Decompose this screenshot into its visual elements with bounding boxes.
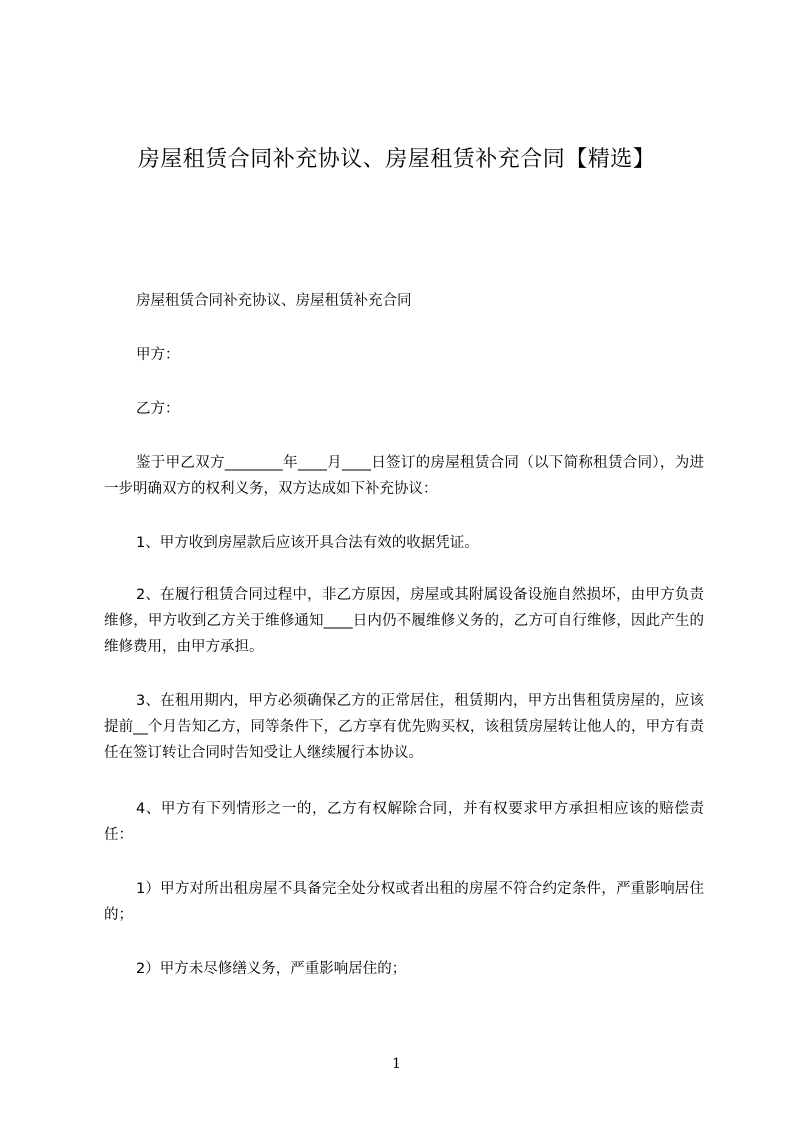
paragraph-clause-2: 2、在履行租赁合同过程中，非乙方原因，房屋或其附属设备设施自然损坏，由甲方负责维修，甲方收到乙方关于维修通知____日内仍不履维修义务的，乙方可自行维修，因此产生的维修费用，由甲方承担。 <box>104 587 704 655</box>
paragraph-clause-4: 4、甲方有下列情形之一的，乙方有权解除合同，并有权要求甲方承担相应该的赔偿责任： <box>104 801 704 843</box>
paragraph-clause-4-item-2: 2）甲方未尽修缮义务，严重影响居住的； <box>136 961 407 977</box>
paragraph-subtitle: 房屋租赁合同补充协议、房屋租赁补充合同 <box>136 293 412 309</box>
page-number: 1 <box>392 1056 401 1072</box>
paragraph-clause-4-item-1: 1）甲方对所出租房屋不具备完全处分权或者出租的房屋不符合约定条件，严重影响居住的； <box>104 881 704 923</box>
paragraph-party-a: 甲方： <box>136 347 180 363</box>
paragraph-clause-1: 1、甲方收到房屋款后应该开具合法有效的收据凭证。 <box>136 535 479 551</box>
paragraph-preamble: 鉴于甲乙双方________年____月____日签订的房屋租赁合同（以下简称租赁合同），为进一步明确双方的权利义务，双方达成如下补充协议： <box>104 455 704 497</box>
document-title: 房屋租赁合同补充协议、房屋租赁补充合同【精选】 <box>137 147 656 172</box>
paragraph-party-b: 乙方： <box>136 401 180 417</box>
paragraph-clause-3: 3、在租用期内，甲方必须确保乙方的正常居住，租赁期内，甲方出售租赁房屋的，应该提前__个月告知乙方，同等条件下，乙方享有优先购买权，该租赁房屋转让他人的，甲方有责任在签订转让合同时告知受让人继续履行本协议。 <box>104 693 704 761</box>
